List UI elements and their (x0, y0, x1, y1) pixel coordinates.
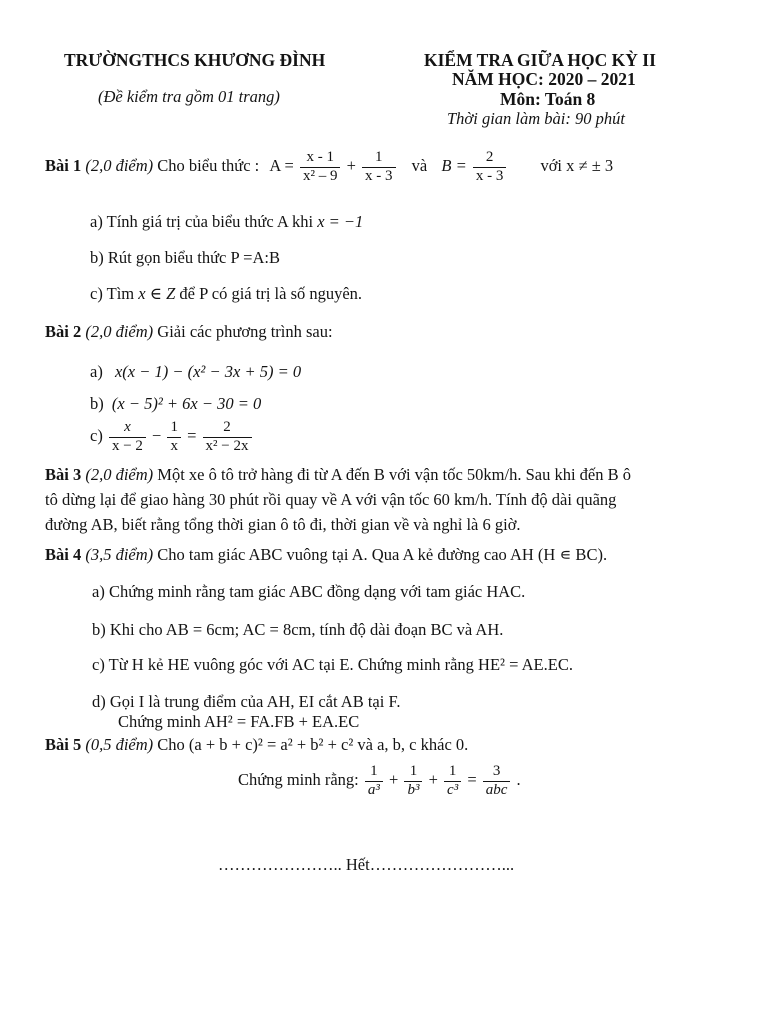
bai5-term-2 (404, 764, 422, 799)
school-name: TRƯỜNGTHCS KHƯƠNG ĐÌNH (64, 50, 326, 70)
bai2-title: Bài 2 (45, 322, 82, 341)
bai4-question-c: c) Từ H kẻ HE vuông góc với AC tại E. Chứng minh rằng HE² = AE.EC. (92, 655, 573, 674)
bai1-qc-math: x ∈ Z (138, 284, 176, 303)
bai1-qc-pre: c) Tìm (90, 284, 135, 303)
bai5-intro: Cho (a + b + c)² = a² + b² + c² và a, b, c khác 0. (157, 735, 469, 754)
bai5-prove-label: Chứng minh rằng: (238, 770, 359, 790)
bai4-question-b: b) Khi cho AB = 6cm; AC = 8cm, tính độ dài đoạn BC và AH. (92, 620, 504, 639)
bai5-term-3 (444, 764, 461, 799)
bai3-points: (2,0 điểm) (85, 465, 154, 484)
bai3-line-3: đường AB, biết rằng tổng thời gian ô tô đi, thời gian về và nghỉ là 6 giờ. (45, 515, 521, 534)
bai5-r-den: abc (483, 781, 511, 799)
bai5-t3-den: c³ (444, 781, 461, 799)
bai3-title: Bài 3 (45, 465, 82, 484)
bai2-equation-a (90, 362, 301, 382)
bai2-points: (2,0 điểm) (85, 322, 154, 341)
bai3-text-1: Một xe ô tô trở hàng đi từ A đến B với vận tốc 50km/h. Sau khi đến B ô (157, 465, 631, 484)
bai2-equation-b (90, 394, 261, 414)
bai2-c-f1-den: x − 2 (109, 437, 146, 455)
pages-note: (Đề kiểm tra gồm 01 trang) (98, 87, 280, 106)
bai2-c-f2-den: x (167, 437, 181, 455)
bai1-fraction-1 (300, 150, 341, 185)
bai4-points: (3,5 điểm) (85, 545, 154, 564)
bai1-question-c (90, 284, 362, 304)
bai1-fraction-2 (362, 150, 396, 185)
bai4-heading (45, 545, 607, 565)
bai1-condition: với x ≠ ± 3 (540, 156, 614, 176)
exam-title: KIỂM TRA GIỮA HỌC KỲ II (424, 50, 656, 70)
bai1-heading (45, 150, 613, 185)
bai5-t2-num: 1 (409, 763, 418, 779)
bai2-c-label: c) (90, 426, 103, 446)
bai2-b-eq: (x − 5)² + 6x − 30 = 0 (111, 394, 262, 413)
bai5-t1-num: 1 (370, 763, 378, 779)
bai2-c-equals: = (187, 426, 197, 446)
bai2-c-fraction-3 (203, 420, 252, 455)
bai5-r-num: 3 (492, 763, 501, 779)
bai4-title: Bài 4 (45, 545, 82, 564)
bai5-period: . (516, 770, 521, 790)
bai2-c-f2-num: 1 (170, 419, 178, 435)
bai1-intro: Cho biểu thức : (157, 156, 260, 176)
bai5-term-1 (365, 764, 383, 799)
bai5-t1-den: a³ (365, 781, 383, 799)
bai1-f3-den: x - 3 (473, 167, 507, 185)
bai1-a-label: A = (269, 156, 294, 176)
bai1-qc-post: để P có giá trị là số nguyên. (179, 284, 363, 303)
bai5-plus-1: + (389, 770, 399, 790)
bai1-question-a (90, 212, 363, 232)
school-year: NĂM HỌC: 2020 – 2021 (452, 69, 636, 89)
bai2-equation-c (90, 420, 254, 455)
bai4-intro: Cho tam giác ABC vuông tại A. Qua A kẻ đường cao AH (H ∊ BC). (157, 545, 608, 564)
bai2-a-eq: x(x − 1) − (x² − 3x + 5) = 0 (114, 362, 302, 381)
bai5-prove (238, 764, 521, 799)
bai1-and: và (411, 156, 428, 176)
bai3-line-1 (45, 465, 631, 485)
bai5-t3-num: 1 (448, 763, 457, 779)
bai4-question-d-line-2: Chứng minh AH² = FA.FB + EA.EC (118, 712, 360, 731)
bai3-line-2: tô dừng lại để giao hàng 30 phút rồi quay về A với vận tốc 60 km/h. Tính độ dài quãng (45, 490, 617, 509)
bai1-qa-value: x = −1 (317, 212, 364, 231)
bai2-c-f1-num: x (124, 419, 131, 435)
bai2-c-fraction-2 (167, 420, 181, 455)
bai1-f1-num: x - 1 (306, 149, 334, 165)
bai5-equals: = (467, 770, 477, 790)
bai5-heading (45, 735, 468, 755)
bai1-f3-num: 2 (485, 149, 494, 165)
bai5-points: (0,5 điểm) (85, 735, 154, 754)
bai2-a-label: a) (90, 362, 103, 381)
bai2-intro: Giải các phương trình sau: (157, 322, 333, 341)
bai5-plus-2: + (428, 770, 438, 790)
bai1-f1-den: x² – 9 (300, 167, 341, 185)
bai2-c-fraction-1 (109, 420, 146, 455)
subject: Môn: Toán 8 (500, 89, 596, 109)
bai1-b-label: B = (441, 156, 467, 176)
bai2-c-minus: − (152, 426, 162, 446)
bai2-c-f3-den: x² − 2x (203, 437, 252, 455)
bai5-result (483, 764, 511, 799)
bai2-c-f3-num: 2 (223, 419, 231, 435)
bai1-plus: + (346, 156, 356, 176)
bai1-points: (2,0 điểm) (85, 156, 154, 176)
bai1-title: Bài 1 (45, 156, 82, 176)
bai5-t2-den: b³ (404, 781, 422, 799)
bai4-question-a: a) Chứng minh rằng tam giác ABC đồng dạng với tam giác HAC. (92, 582, 526, 601)
bai4-question-d-line-1: d) Gọi I là trung điểm của AH, EI cắt AB tại F. (92, 692, 401, 711)
bai5-title: Bài 5 (45, 735, 82, 754)
duration: Thời gian làm bài: 90 phút (447, 109, 625, 128)
bai2-b-label: b) (90, 394, 104, 413)
bai2-heading (45, 322, 333, 342)
bai1-qa-text: a) Tính giá trị của biểu thức A khi (90, 212, 314, 231)
bai1-fraction-3 (473, 150, 507, 185)
bai1-question-b: b) Rút gọn biểu thức P =A:B (90, 248, 280, 267)
bai1-f2-den: x - 3 (362, 167, 396, 185)
end-marker: ………………….. Hết……………………... (218, 855, 515, 874)
bai1-f2-num: 1 (375, 149, 383, 165)
